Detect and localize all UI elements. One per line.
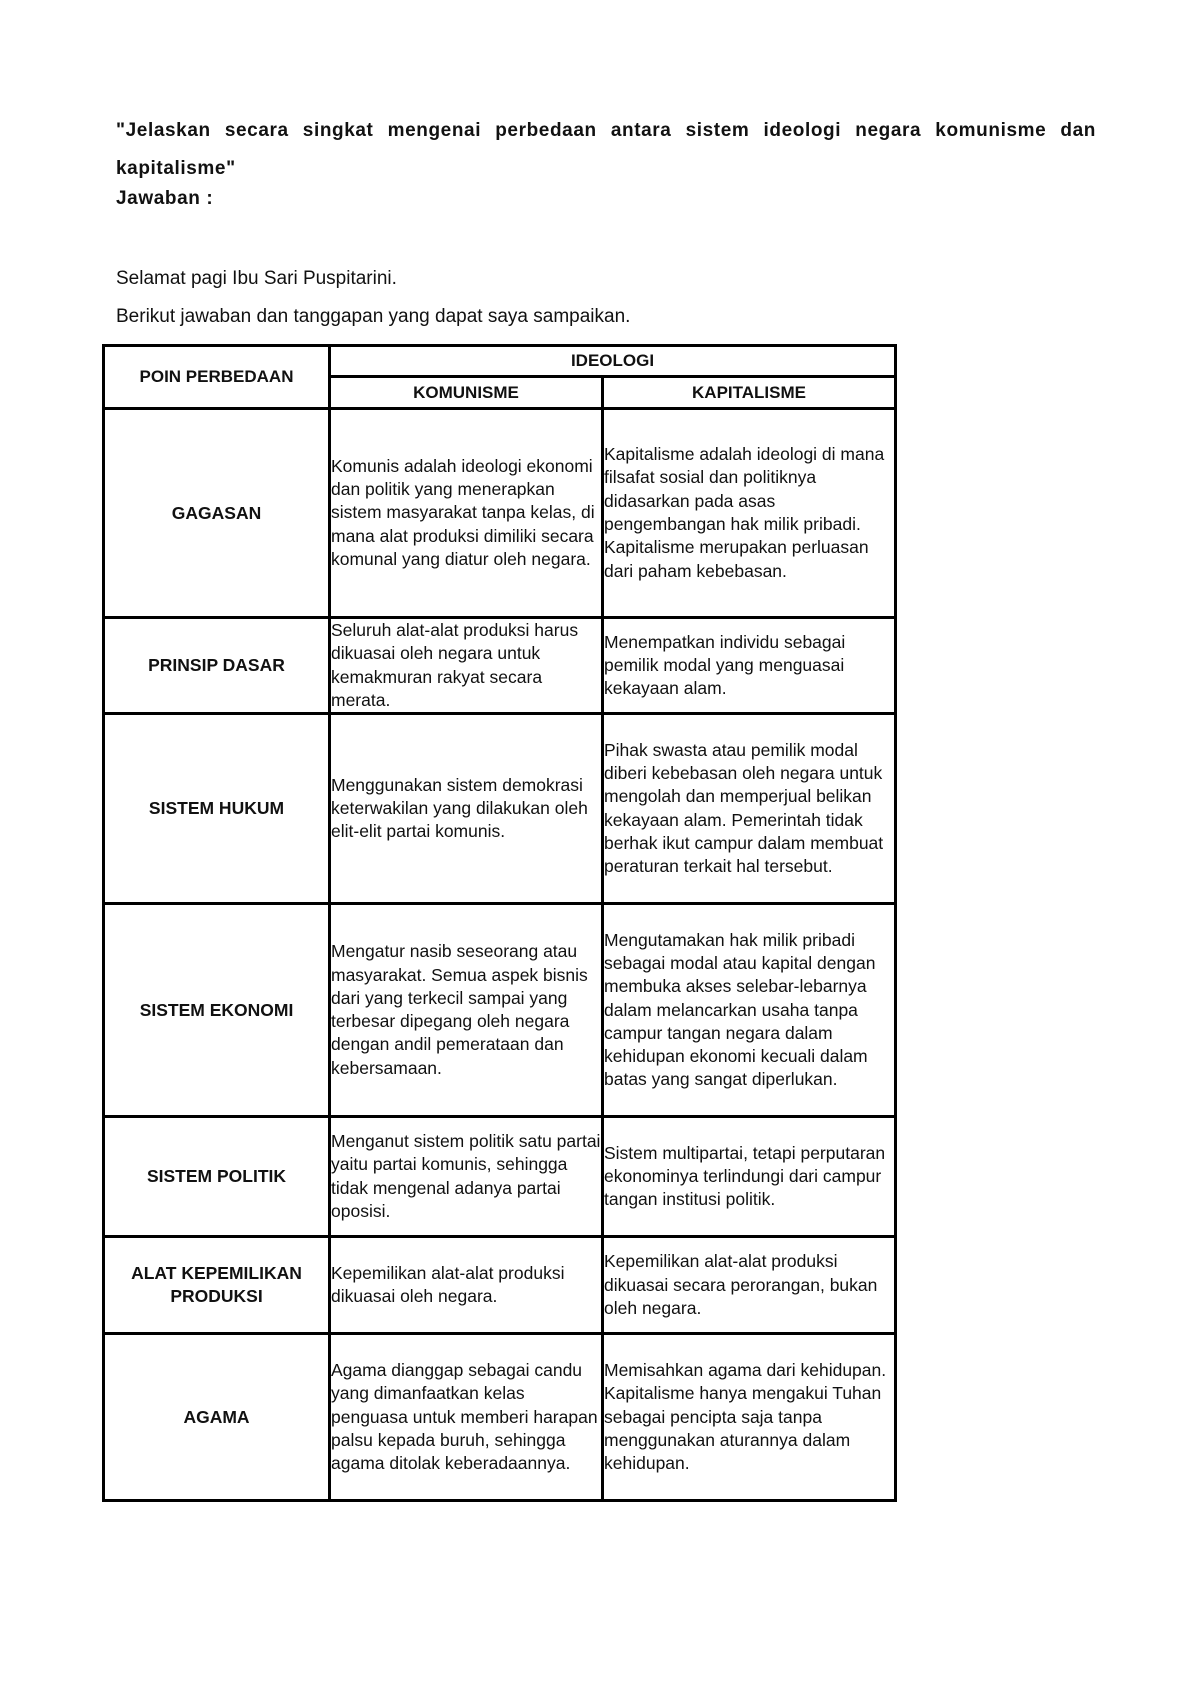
cell-komunisme: Komunis adalah ideologi ekonomi dan politik yang menerapkan sistem masyarakat tanpa kelas, di mana alat produksi dimiliki secara komunal yang diatur oleh negara. — [330, 409, 603, 618]
cell-komunisme: Mengatur nasib seseorang atau masyarakat. Semua aspek bisnis dari yang terkecil sampai yang terbesar dipegang oleh negara dengan andil pemerataan dan kebersamaan. — [330, 904, 603, 1117]
answer-label: Jawaban : — [116, 188, 214, 209]
question-text: "Jelaskan secara singkat mengenai perbedaan antara sistem ideologi negara komunisme dan kapitalisme" — [116, 120, 1096, 179]
table-row — [104, 714, 896, 904]
table-header-row — [104, 346, 896, 377]
row-label-sistem-politik: SISTEM POLITIK — [104, 1117, 330, 1237]
cell-kapitalisme: Menempatkan individu sebagai pemilik modal yang menguasai kekayaan alam. — [603, 618, 896, 714]
cell-kapitalisme: Sistem multipartai, tetapi perputaran ekonominya terlindungi dari campur tangan institusi politik. — [603, 1117, 896, 1237]
header-komunisme: KOMUNISME — [330, 377, 603, 409]
cell-kapitalisme: Kepemilikan alat-alat produksi dikuasai secara perorangan, bukan oleh negara. — [603, 1237, 896, 1334]
table-row — [104, 618, 896, 714]
table-row — [104, 904, 896, 1117]
row-label-agama: AGAMA — [104, 1334, 330, 1501]
cell-kapitalisme: Memisahkan agama dari kehidupan. Kapitalisme hanya mengakui Tuhan sebagai pencipta saja tanpa menggunakan aturannya dalam kehidupan. — [603, 1334, 896, 1501]
cell-komunisme: Menggunakan sistem demokrasi keterwakilan yang dilakukan oleh elit-elit partai komunis. — [330, 714, 603, 904]
cell-kapitalisme: Mengutamakan hak milik pribadi sebagai modal atau kapital dengan membuka akses selebar-lebarnya dalam melancarkan usaha tanpa campur tangan negara dalam kehidupan ekonomi kecuali dalam batas yang sangat diperlukan. — [603, 904, 896, 1117]
cell-komunisme: Kepemilikan alat-alat produksi dikuasai oleh negara. — [330, 1237, 603, 1334]
header-poin-perbedaan: POIN PERBEDAAN — [104, 346, 330, 409]
header-kapitalisme: KAPITALISME — [603, 377, 896, 409]
row-label-sistem-ekonomi: SISTEM EKONOMI — [104, 904, 330, 1117]
cell-kapitalisme: Pihak swasta atau pemilik modal diberi kebebasan oleh negara untuk mengolah dan memperjual belikan kekayaan alam. Pemerintah tidak berhak ikut campur dalam membuat peraturan terkait hal tersebut. — [603, 714, 896, 904]
cell-komunisme: Agama dianggap sebagai candu yang dimanfaatkan kelas penguasa untuk memberi harapan palsu kepada buruh, sehingga agama ditolak keberadaannya. — [330, 1334, 603, 1501]
cell-komunisme: Menganut sistem politik satu partai yaitu partai komunis, sehingga tidak mengenal adanya partai oposisi. — [330, 1117, 603, 1237]
table-row — [104, 1117, 896, 1237]
greeting-text: Selamat pagi Ibu Sari Puspitarini. — [116, 268, 397, 289]
comparison-table — [102, 344, 897, 1502]
table-row — [104, 409, 896, 618]
cell-kapitalisme: Kapitalisme adalah ideologi di mana filsafat sosial dan politiknya didasarkan pada asas pengembangan hak milik pribadi. Kapitalisme merupakan perluasan dari paham kebebasan. — [603, 409, 896, 618]
row-label-prinsip-dasar: PRINSIP DASAR — [104, 618, 330, 714]
header-ideologi: IDEOLOGI — [330, 346, 896, 377]
row-label-gagasan: GAGASAN — [104, 409, 330, 618]
intro-text: Berikut jawaban dan tanggapan yang dapat saya sampaikan. — [116, 306, 631, 327]
table-row — [104, 1237, 896, 1334]
cell-komunisme: Seluruh alat-alat produksi harus dikuasai oleh negara untuk kemakmuran rakyat secara merata. — [330, 618, 603, 714]
table-row — [104, 1334, 896, 1501]
row-label-sistem-hukum: SISTEM HUKUM — [104, 714, 330, 904]
row-label-alat-kepemilikan-produksi: ALAT KEPEMILIKAN PRODUKSI — [104, 1237, 330, 1334]
